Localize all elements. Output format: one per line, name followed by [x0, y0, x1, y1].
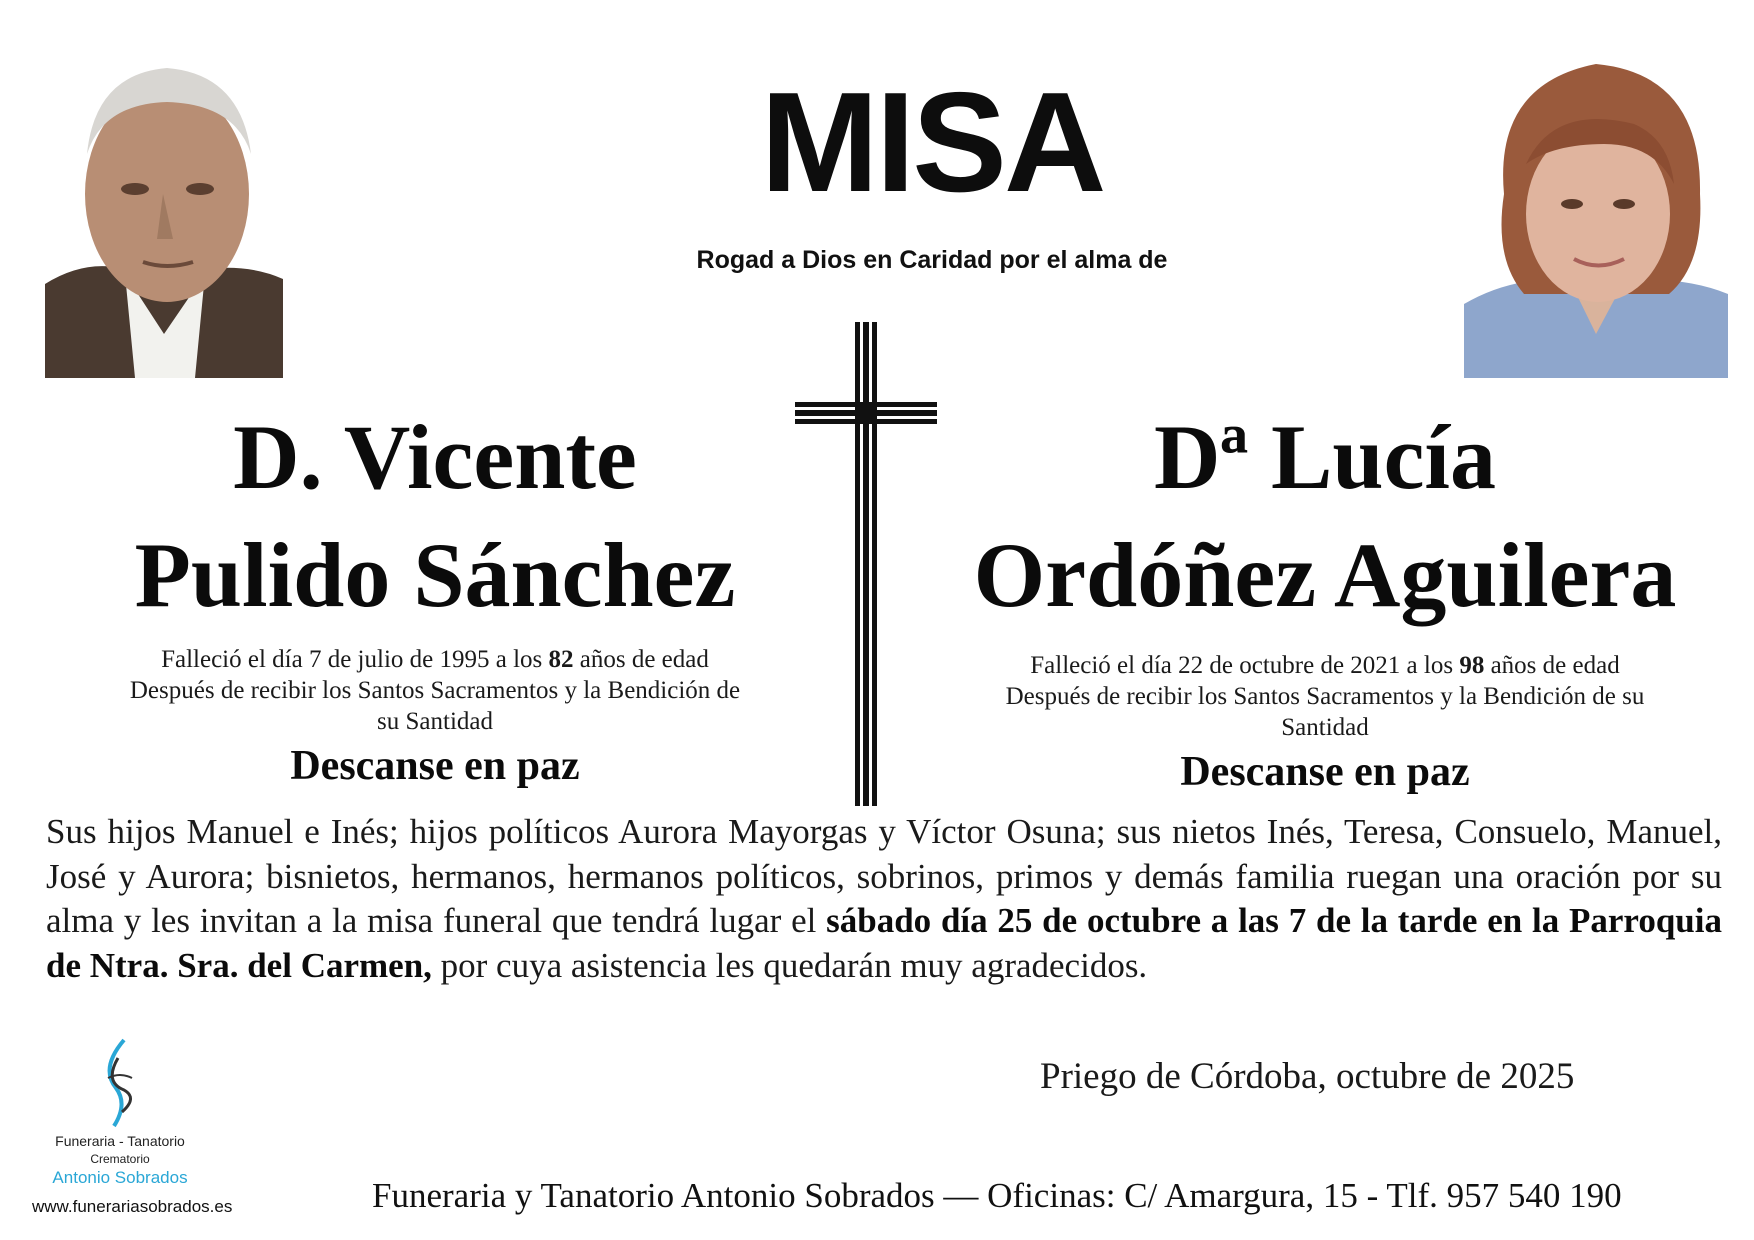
deceased-left — [40, 398, 830, 792]
logo-text-line1: Funeraria - Tanatorio — [55, 1133, 185, 1149]
page-title: MISA — [760, 63, 1104, 222]
website-link[interactable]: www.funerariasobrados.es — [32, 1197, 233, 1216]
family-message: Sus hijos Manuel e Inés; hijos políticos Aurora Mayorgas y Víctor Osuna; sus nietos Inés, Teresa, Consuelo, Manuel, José y Aurora; bisnietos, hermanos, hermanos políticos, sobrinos, primos y demás familia ruegan una oración por su alma y les invitan a la misa funeral que tendrá lugar el sábado día 25 de octubre a las 7 de la tarde en la Parroquia de Ntra. Sra. del Carmen, por cuya asistencia les quedarán muy agradecidos. — [46, 812, 1722, 985]
deceased-right — [930, 398, 1720, 798]
footer-contact: Funeraria y Tanatorio Antonio Sobrados — Oficinas: C/ Amargura, 15 - Tlf. 957 540 190 — [372, 1176, 1622, 1215]
rip-right: Descanse en paz — [1180, 749, 1470, 795]
page-subtitle: Rogad a Dios en Caridad por el alma de — [696, 246, 1168, 274]
name-left-line2: Pulido Sánchez — [134, 524, 736, 626]
death-info-left: Falleció el día 7 de julio de 1995 a los 82 años de edad — [161, 646, 709, 673]
logo-text-line2: Crematorio — [90, 1152, 150, 1166]
age-left: 82 — [548, 646, 574, 673]
sacraments-left-line1: Después de recibir los Santos Sacramentos y la Bendición de — [129, 677, 741, 704]
name-left-line1: D. Vicente — [233, 406, 637, 508]
flame-logo-icon — [94, 1038, 144, 1128]
rip-left: Descanse en paz — [290, 743, 580, 789]
name-right-line2: Ordóñez Aguilera — [973, 524, 1677, 626]
place-date: Priego de Córdoba, octubre de 2025 — [1040, 1056, 1575, 1097]
sacraments-right-line1: Después de recibir los Santos Sacramentos y la Bendición de su — [1005, 683, 1645, 710]
name-right-line1: Dª Lucía — [1154, 406, 1496, 508]
age-right: 98 — [1459, 652, 1485, 679]
sacraments-left-line2: su Santidad — [377, 708, 493, 735]
death-info-right: Falleció el día 22 de octubre de 2021 a los 98 años de edad — [1030, 652, 1620, 679]
sacraments-right-line2: Santidad — [1281, 714, 1369, 741]
logo-text-line3: Antonio Sobrados — [52, 1168, 188, 1187]
mass-details: sábado día 25 de octubre a las 7 de la tarde en la Parroquia de Ntra. Sra. del Carmen, — [46, 901, 1722, 985]
